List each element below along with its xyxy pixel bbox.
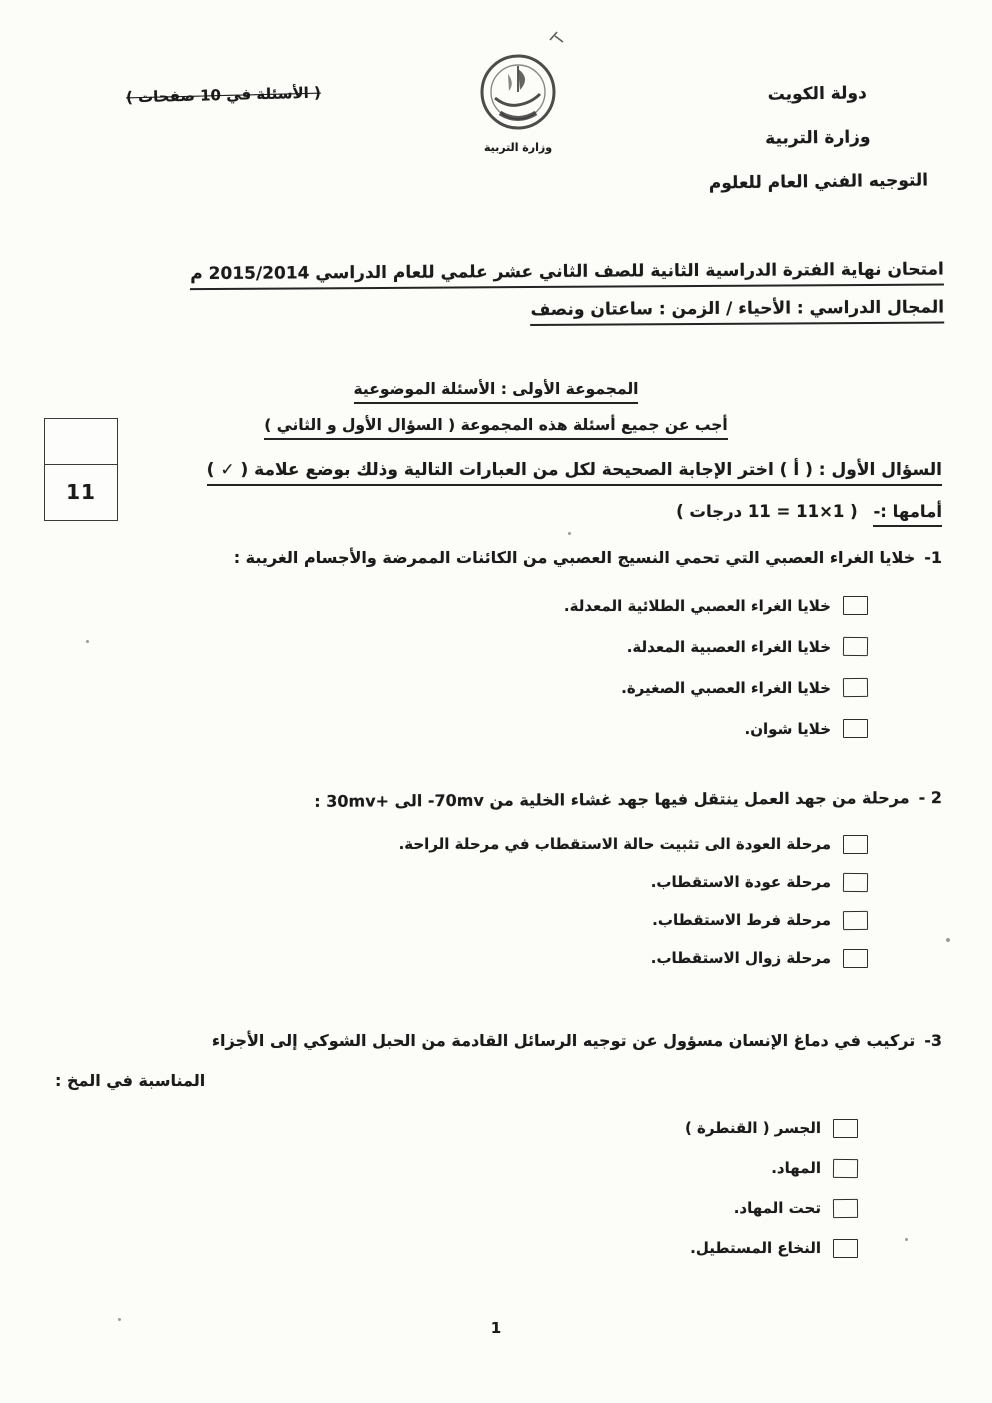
- answer-option: [55, 1188, 858, 1228]
- scan-speck: [118, 1318, 121, 1321]
- section-heading: [0, 380, 992, 440]
- answer-checkbox[interactable]: [843, 835, 868, 854]
- answer-option-label: المهاد.: [771, 1159, 821, 1177]
- answer-option: [55, 825, 868, 863]
- group-instruction: أجب عن جميع أسئلة هذه المجموعة ( السؤال الأول و الثاني ): [264, 416, 727, 440]
- answer-checkbox[interactable]: [833, 1239, 858, 1258]
- question-one-header: [120, 460, 942, 527]
- answer-option-label: النخاع المستطيل.: [690, 1239, 821, 1257]
- question-3-number: 3-: [924, 1031, 942, 1050]
- ministry-logo: [455, 52, 581, 154]
- answer-option-label: خلايا الغراء العصبي الصغيرة.: [621, 678, 831, 697]
- ministry-emblem-icon: [478, 52, 558, 136]
- answer-checkbox[interactable]: [833, 1119, 858, 1138]
- exam-title: [130, 260, 944, 329]
- answer-checkbox[interactable]: [843, 910, 868, 929]
- question-2-options: [55, 825, 868, 977]
- question-one-marks: ( 1×11 = 11 درجات ): [676, 502, 858, 521]
- answer-checkbox[interactable]: [843, 949, 868, 968]
- scan-speck: [946, 938, 950, 942]
- answer-option-label: مرحلة فرط الاستقطاب.: [652, 911, 831, 929]
- exam-title-line1: امتحان نهاية الفترة الدراسية الثانية للصف الثاني عشر علمي للعام الدراسي 2015/2014 م: [190, 260, 944, 291]
- answer-option-label: مرحلة العودة الى تثبيت حالة الاستقطاب في مرحلة الراحة.: [398, 835, 831, 853]
- question-2-text: 2 -مرحلة من جهد العمل ينتقل فيها جهد غشاء الخلية من 70mv- الى +30mv :: [314, 788, 943, 811]
- scan-speck: [86, 640, 89, 643]
- answer-checkbox[interactable]: [843, 596, 868, 615]
- answer-checkbox[interactable]: [833, 1158, 858, 1177]
- pages-note: ( الأسئلة في 10 صفحات ): [125, 83, 322, 107]
- question-1-options: [55, 585, 868, 749]
- answer-option-label: خلايا الغراء العصبية المعدلة.: [626, 637, 831, 656]
- question-2: [55, 785, 942, 977]
- exam-title-line2: المجال الدراسي : الأحياء / الزمن : ساعتان ونصف: [530, 298, 944, 327]
- answer-option-label: خلايا الغراء العصبي الطلائية المعدلة.: [563, 596, 831, 615]
- answer-option: [55, 626, 868, 667]
- question-one-header-label: أمامها :-: [873, 502, 942, 527]
- answer-option: [55, 585, 868, 626]
- answer-option: [55, 667, 868, 708]
- question-3-options: [55, 1108, 858, 1268]
- answer-checkbox[interactable]: [843, 637, 868, 656]
- answer-option: [55, 708, 868, 749]
- answer-option: [55, 939, 868, 977]
- answer-option-label: مرحلة زوال الاستقطاب.: [650, 949, 831, 967]
- answer-option-label: تحت المهاد.: [733, 1199, 821, 1217]
- ministry-logo-caption: وزارة التربية: [483, 141, 553, 154]
- scan-speck: [568, 532, 571, 535]
- question-2-number: 2 -: [918, 788, 943, 808]
- answer-option-label: خلايا شوان.: [744, 719, 831, 738]
- question-one-header-text: السؤال الأول : ( أ ) اختر الإجابة الصحيحة لكل من العبارات التالية وذلك بوضع علامة ( ✓ ): [207, 460, 942, 486]
- answer-option-label: الجسر ( القنطرة ): [684, 1119, 821, 1137]
- question-3: [55, 1028, 942, 1268]
- scan-mark-icon: [548, 30, 566, 44]
- question-3-text-continued: المناسبة في المخ :: [55, 1071, 206, 1090]
- answer-option: [55, 1108, 858, 1148]
- answer-checkbox[interactable]: [833, 1198, 858, 1217]
- answer-option: [55, 863, 868, 901]
- group-title: المجموعة الأولى : الأسئلة الموضوعية: [354, 380, 639, 404]
- question-1-text: 1-خلايا الغراء العصبي التي تحمي النسيج العصبي من الكائنات الممرضة والأجسام الغريبة :: [233, 548, 942, 567]
- question-1-number: 1-: [924, 548, 942, 567]
- grade-box-score: 11: [66, 480, 96, 504]
- question-3-text: 3-تركيب في دماغ الإنسان مسؤول عن توجيه الرسائل القادمة من الحبل الشوكي إلى الأجزاء: [211, 1031, 942, 1050]
- answer-checkbox[interactable]: [843, 678, 868, 697]
- answer-option-label: مرحلة عودة الاستقطاب.: [650, 873, 831, 891]
- answer-option: [55, 901, 868, 939]
- scan-speck: [905, 1238, 908, 1241]
- header-block: [687, 82, 949, 218]
- answer-option: [55, 1148, 858, 1188]
- answer-checkbox[interactable]: [843, 719, 868, 738]
- answer-checkbox[interactable]: [843, 872, 868, 891]
- header-country: دولة الكويت: [767, 83, 867, 105]
- header-ministry: وزارة التربية: [765, 127, 871, 149]
- answer-option: [55, 1228, 858, 1268]
- header-directorate: التوجيه الفني العام للعلوم: [708, 170, 929, 194]
- page-number: 1: [490, 1319, 502, 1337]
- question-1: [55, 545, 942, 749]
